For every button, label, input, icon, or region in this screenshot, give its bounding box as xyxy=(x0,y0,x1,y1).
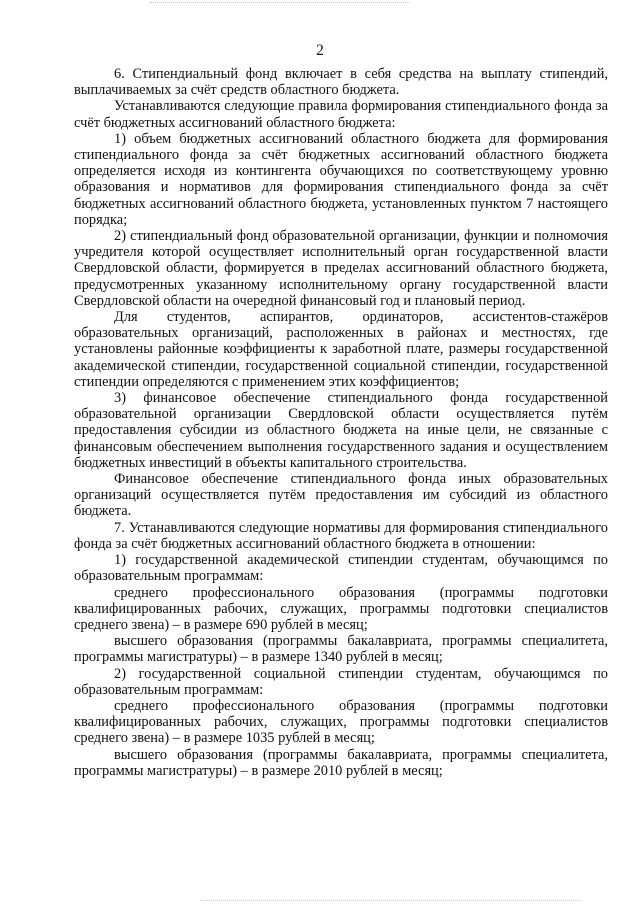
paragraph-academic-higher-amount: высшего образования (программы бакалавриата, программы специалитета, программы магистратуры) – в размере 1340 рублей в месяц; xyxy=(74,633,608,666)
paragraph-rule-1: 1) объем бюджетных ассигнований областного бюджета для формирования стипендиального фонда за счёт бюджетных ассигнований областного бюджета определяется исходя из контингента обучающихся по соответствующему уровню образования и нормативов для формирования стипендиального фонда за счёт бюджетных ассигнований областного бюджета, установленных пунктом 7 настоящего порядка; xyxy=(74,130,608,228)
paragraph-other-organizations: Финансовое обеспечение стипендиального фонда иных образовательных организаций осуществляется путём предоставления им субсидий из областного бюджета. xyxy=(74,471,608,520)
paragraph-academic-scholarship: 1) государственной академической стипендии студентам, обучающимся по образовательным программам: xyxy=(74,552,608,585)
paragraph-social-scholarship: 2) государственной социальной стипендии студентам, обучающимся по образовательным программам: xyxy=(74,665,608,698)
document-body xyxy=(74,66,608,779)
page-number: 2 xyxy=(316,42,324,59)
paragraph-6-scholarship-fund: 6. Стипендиальный фонд включает в себя средства на выплату стипендий, выплачиваемых за счёт средств областного бюджета. xyxy=(74,66,608,99)
paragraph-fund-rules-intro: Устанавливаются следующие правила формирования стипендиального фонда за счёт бюджетных ассигнований областного бюджета: xyxy=(74,98,608,131)
paragraph-7-norms-intro: 7. Устанавливаются следующие нормативы для формирования стипендиального фонда за счёт бюджетных ассигнований областного бюджета в отношении: xyxy=(74,519,608,552)
paragraph-academic-spo-amount: среднего профессионального образования (программы подготовки квалифицированных рабочих, служащих, программы подготовки специалистов среднего звена) – в размере 690 рублей в месяц; xyxy=(74,584,608,633)
paragraph-rule-2: 2) стипендиальный фонд образовательной организации, функции и полномочия учредителя которой осуществляет исполнительный орган государственной власти Свердловской области, формируется в пределах ассигнований областного бюджета, предусмотренных указанному исполнительному органу государственной власти Свердловской области на очередной финансовый год и плановый период. xyxy=(74,228,608,309)
scan-edge-bottom xyxy=(200,900,580,902)
scan-edge-top xyxy=(150,2,410,4)
paragraph-regional-coefficients: Для студентов, аспирантов, ординаторов, ассистентов-стажёров образовательных организаций, расположенных в районах и местностях, где установлены районные коэффициенты к заработной плате, размеры государственной академической стипендии, государственной социальной стипендии, государственной стипендии определяются с применением этих коэффициентов; xyxy=(74,309,608,390)
paragraph-rule-3: 3) финансовое обеспечение стипендиального фонда государственной образовательной организации Свердловской области осуществляется путём предоставления субсидии из областного бюджета на иные цели, не связанные с финансовым обеспечением выполнения государственного задания и осуществлением бюджетных инвестиций в объекты капитального строительства. xyxy=(74,390,608,471)
paragraph-social-higher-amount: высшего образования (программы бакалавриата, программы специалитета, программы магистратуры) – в размере 2010 рублей в месяц; xyxy=(74,746,608,779)
paragraph-social-spo-amount: среднего профессионального образования (программы подготовки квалифицированных рабочих, служащих, программы подготовки специалистов среднего звена) – в размере 1035 рублей в месяц; xyxy=(74,697,608,747)
